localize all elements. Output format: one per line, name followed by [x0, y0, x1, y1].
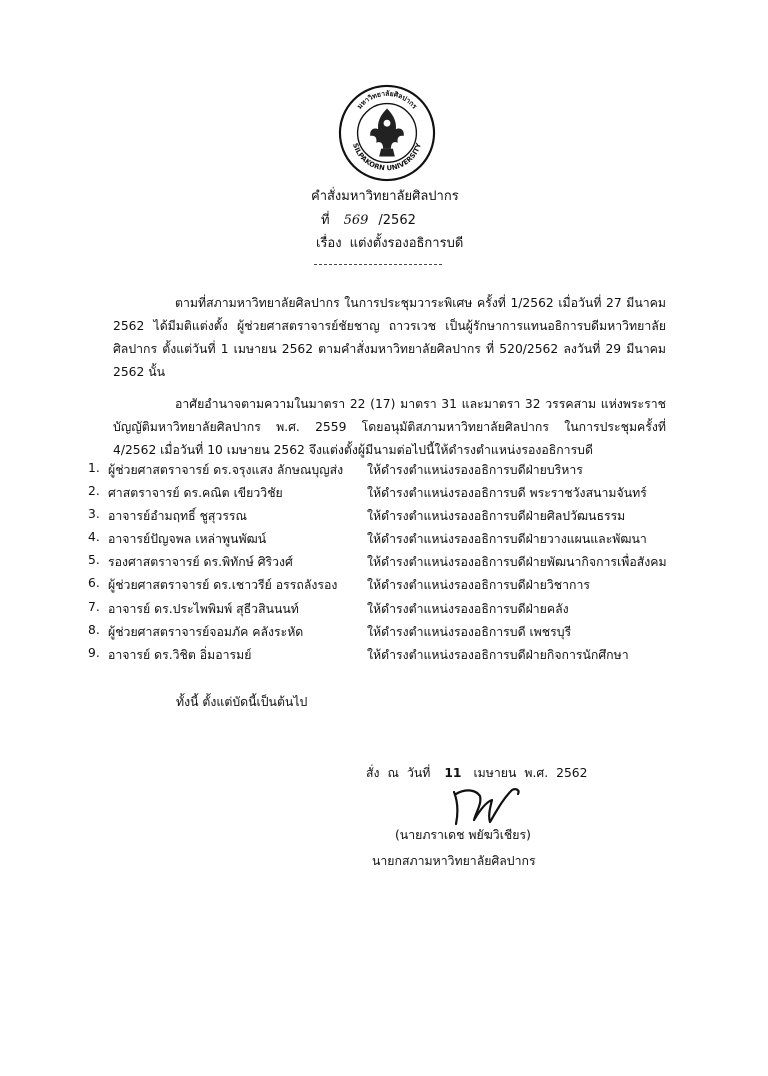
appointee-number: 7.: [88, 599, 100, 614]
appointee-name: ศาสตราจารย์ ดร.คณิต เขียววิชัย: [108, 486, 283, 501]
order-number-suffix: /2562: [378, 213, 416, 228]
date-year: 2562: [556, 766, 588, 780]
appointee-position: ให้ดำรงตำแหน่งรองอธิการบดีฝ่ายวางแผนและพัฒนา: [367, 532, 647, 547]
appointee-position: ให้ดำรงตำแหน่งรองอธิการบดีฝ่ายวิชาการ: [367, 578, 591, 593]
appointee-name: ผู้ช่วยศาสตราจารย์ ดร.จรุงแสง ลักษณบุญส่ง: [108, 463, 344, 477]
appointee-name: รองศาสตราจารย์ ดร.พิทักษ์ ศิริวงศ์: [108, 555, 293, 570]
svg-text:มหาวิทยาลัยศิลปากร: [356, 90, 419, 111]
date-prefix: สั่ง: [366, 766, 380, 780]
appointee-row: [88, 623, 688, 646]
appointee-position: ให้ดำรงตำแหน่งรองอธิการบดีฝ่ายศิลปวัฒนธรรม: [367, 509, 626, 524]
handwritten-signature: [446, 782, 526, 828]
date-day: 11: [444, 766, 462, 780]
appointee-number: 3.: [88, 507, 100, 522]
appointee-row: [88, 646, 688, 669]
date-day-label: วันที่: [406, 766, 431, 780]
appointee-list: [88, 461, 688, 669]
appointee-row: [88, 530, 688, 553]
appointee-name: อาจารย์อำมฤทธิ์ ชูสุวรรณ: [108, 509, 247, 524]
appointee-number: 6.: [88, 576, 100, 591]
appointee-number: 1.: [88, 461, 100, 475]
order-number: [321, 214, 416, 227]
appointee-position: ให้ดำรงตำแหน่งรองอธิการบดี เพชรบุรี: [367, 624, 572, 639]
closing-statement: ทั้งนี้ ตั้งแต่บัดนี้เป็นต้นไป: [176, 695, 308, 709]
subject-text: แต่งตั้งรองอธิการบดี: [349, 236, 464, 251]
order-title: คำสั่งมหาวิทยาลัยศิลปากร: [311, 189, 459, 204]
appointee-position: ให้ดำรงตำแหน่งรองอธิการบดีฝ่ายกิจการนักศึกษา: [367, 647, 629, 662]
date-month: เมษายน: [473, 766, 517, 780]
appointee-name: อาจารย์ ดร.ประไพพิมพ์ สุธีวสินนนท์: [108, 601, 299, 616]
order-subject: [316, 237, 463, 250]
appointee-position: ให้ดำรงตำแหน่งรองอธิการบดีฝ่ายบริหาร: [367, 463, 583, 477]
appointee-number: 2.: [88, 484, 100, 499]
appointee-row: [88, 576, 688, 599]
signer-title: นายกสภามหาวิทยาลัยศิลปากร: [372, 854, 536, 868]
appointee-name: อาจารย์ปัญจพล เหล่าพูนพัฒน์: [108, 532, 267, 547]
signer-name: (นายภราเดช พยัฆวิเชียร): [395, 828, 531, 842]
subject-label: เรื่อง: [316, 236, 342, 251]
appointee-position: ให้ดำรงตำแหน่งรองอธิการบดี พระราชวังสนามจันทร์: [367, 486, 647, 501]
appointee-number: 5.: [88, 553, 100, 568]
paragraph-2-text: อาศัยอำนาจตามความในมาตรา 22 (17) มาตรา 31 และมาตรา 32 วรรคสาม แห่งพระราชบัญญัติมหาวิทยาลัยศิลปากร พ.ศ. 2559 โดยอนุมัติสภามหาวิทยาลัยศิลปากร ในการประชุมครั้งที่ 4/2562 เมื่อวันที่ 10 เมษายน 2562 จึงแต่งตั้งผู้มีนามต่อไปนี้ให้ดำรงตำแหน่งรองอธิการบดี: [113, 397, 666, 457]
appointee-position: ให้ดำรงตำแหน่งรองอธิการบดีฝ่ายพัฒนากิจการเพื่อสังคม: [367, 555, 667, 570]
appointee-position: ให้ดำรงตำแหน่งรองอธิการบดีฝ่ายคลัง: [367, 601, 569, 616]
date-at: ณ: [387, 766, 399, 780]
appointee-row: [88, 484, 688, 507]
appointee-number: 9.: [88, 645, 100, 660]
seal-thai-arc: มหาวิทยาลัยศิลปากร: [355, 89, 419, 111]
university-seal-logo: [338, 84, 436, 182]
appointee-name: ผู้ช่วยศาสตราจารย์จอมภัค คลังระหัด: [108, 624, 304, 639]
paragraph-1-text: ตามที่สภามหาวิทยาลัยศิลปากร ในการประชุมวาระพิเศษ ครั้งที่ 1/2562 เมื่อวันที่ 27 มีนาคม 2562 ได้มีมติแต่งตั้ง ผู้ช่วยศาสตราจารย์ชัยชาญ ถาวรเวช เป็นผู้รักษาการแทนอธิการบดีมหาวิทยาลัยศิลปากร ตั้งแต่วันที่ 1 เมษายน 2562 ตามคำสั่งมหาวิทยาลัยศิลปากร ที่ 520/2562 ลงวันที่ 29 มีนาคม 2562 นั้น: [113, 296, 666, 379]
order-date-line: [366, 764, 595, 783]
appointee-name: ผู้ช่วยศาสตราจารย์ ดร.เชาวรีย์ อรรถลังรอง: [108, 578, 338, 593]
appointee-row: [88, 507, 688, 530]
seal-caption: SILPAKORN UNIVERSITY: [350, 142, 424, 173]
body-paragraph-2: [113, 393, 666, 462]
date-era: พ.ศ.: [524, 766, 549, 780]
appointee-number: 4.: [88, 530, 100, 545]
body-paragraph-1: [113, 292, 666, 384]
appointee-row: [88, 461, 688, 484]
order-number-label: ที่: [321, 213, 330, 228]
appointee-row: [88, 600, 688, 623]
appointee-number: 8.: [88, 622, 100, 637]
appointee-name: อาจารย์ ดร.วิชิต อิ่มอารมย์: [108, 647, 252, 662]
appointee-row: [88, 553, 688, 576]
header-divider: [314, 264, 442, 265]
order-number-handwritten: 569: [343, 213, 369, 228]
